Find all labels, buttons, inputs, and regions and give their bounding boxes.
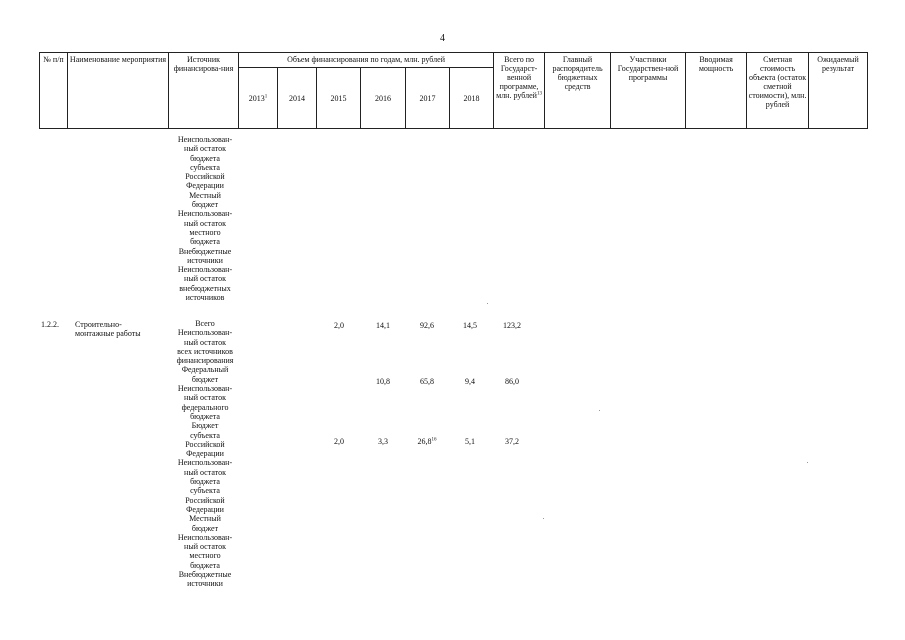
source-line: ный остаток <box>184 218 226 228</box>
source-line: Неиспользован- <box>177 384 233 394</box>
header-year-2018: 2018 <box>450 68 494 129</box>
header-year-2016: 2016 <box>361 68 406 129</box>
source-line: бюджета <box>190 237 220 247</box>
source-line: Федерации <box>186 181 224 191</box>
source-line: Неиспользован- <box>177 458 233 468</box>
row-name-line: монтажные работы <box>75 329 141 338</box>
scan-speck <box>487 303 488 304</box>
source-line: Федерации <box>186 504 224 514</box>
source-line: Неиспользован- <box>177 135 233 144</box>
federal-2018: 9,4 <box>465 377 475 386</box>
source-line: ный остаток <box>184 542 226 552</box>
source-line: ный остаток <box>184 144 226 154</box>
source-line: всех источников <box>177 346 233 356</box>
total-2015: 2,0 <box>334 321 344 330</box>
header-year-2014: 2014 <box>278 68 317 129</box>
header-participants: Участники Государствен-ной программы <box>611 53 686 129</box>
source-line: финансирования <box>176 356 234 366</box>
source-line: бюджета <box>190 153 220 163</box>
source-line: субъекта <box>190 162 220 172</box>
source-line: Федерации <box>186 449 224 459</box>
source-line: ный остаток <box>184 337 226 347</box>
header-year-2015: 2015 <box>317 68 361 129</box>
header-name: Наименование мероприятия <box>68 53 169 129</box>
page-number: 4 <box>440 33 445 44</box>
total-2016: 14,1 <box>376 321 390 330</box>
header-year-2017: 2017 <box>406 68 450 129</box>
regional-sum: 37,2 <box>505 437 519 446</box>
header-result: Ожидаемый результат <box>809 53 868 129</box>
regional-2017: 26,8$^{16}$ <box>417 437 437 446</box>
source-line: Внебюджетные <box>178 570 232 580</box>
header-cost: Сметная стоимость объекта (остаток сметной стоимости), млн. рублей <box>747 53 809 129</box>
total-sum: 123,2 <box>503 321 521 330</box>
federal-2016: 10,8 <box>376 377 390 386</box>
row-number: 1.2.2. <box>41 320 59 329</box>
source-line: ный остаток <box>184 467 226 477</box>
top-sources <box>165 135 245 302</box>
header-capacity: Вводимая мощность <box>686 53 747 129</box>
scan-speck <box>599 410 600 411</box>
scan-speck <box>543 518 544 519</box>
header-manager: Главный распорядитель бюджетных средств <box>545 53 611 129</box>
source-line: федерального <box>181 402 229 412</box>
row-name-line: Строительно- <box>75 320 122 329</box>
row-sources <box>165 319 245 589</box>
source-line: источники <box>187 255 223 265</box>
header-no: № п/п <box>40 53 68 129</box>
source-line: бюджета <box>190 411 220 421</box>
header-year-2013: 2013$^1$ <box>239 68 278 129</box>
row-name <box>75 320 141 338</box>
source-line: Бюджет <box>191 421 219 431</box>
header-table <box>39 52 868 129</box>
total-2018: 14,5 <box>463 321 477 330</box>
source-line: Всего <box>195 319 215 328</box>
source-line: источников <box>185 293 225 303</box>
source-line: местного <box>189 227 221 237</box>
source-line: бюджет <box>191 200 219 210</box>
source-line: бюджет <box>191 523 219 533</box>
regional-2015: 2,0 <box>334 437 344 446</box>
source-line: внебюджетных <box>179 283 231 293</box>
source-line: Местный <box>189 514 221 524</box>
source-line: Российской <box>185 495 225 505</box>
source-line: Российской <box>185 172 225 182</box>
source-line: субъекта <box>190 430 220 440</box>
source-line: субъекта <box>190 486 220 496</box>
source-line: бюджета <box>190 560 220 570</box>
source-line: Внебюджетные <box>178 246 232 256</box>
source-line: бюджет <box>191 374 219 384</box>
federal-sum: 86,0 <box>505 377 519 386</box>
regional-2018: 5,1 <box>465 437 475 446</box>
source-line: Российской <box>185 439 225 449</box>
source-line: Местный <box>189 190 221 200</box>
source-line: ный остаток <box>184 274 226 284</box>
source-line: Неиспользован- <box>177 532 233 542</box>
regional-2016: 3,3 <box>378 437 388 446</box>
source-line: местного <box>189 551 221 561</box>
total-2017: 92,6 <box>420 321 434 330</box>
source-line: источники <box>187 579 223 589</box>
source-line: Неиспользован- <box>177 209 233 219</box>
federal-2017: 65,8 <box>420 377 434 386</box>
scan-speck <box>807 462 808 463</box>
header-funding: Объем финансирования по годам, млн. рублей <box>239 53 494 68</box>
source-line: бюджета <box>190 477 220 487</box>
source-line: Федеральный <box>181 365 229 375</box>
source-line: ный остаток <box>184 393 226 403</box>
source-line: Неиспользован- <box>177 328 233 338</box>
header-source: Источник финансирова-ния <box>169 53 239 129</box>
source-line: Неиспользован- <box>177 265 233 275</box>
header-total: Всего по Государст-венной программе, млн. рублей$^{13}$ <box>494 53 545 129</box>
